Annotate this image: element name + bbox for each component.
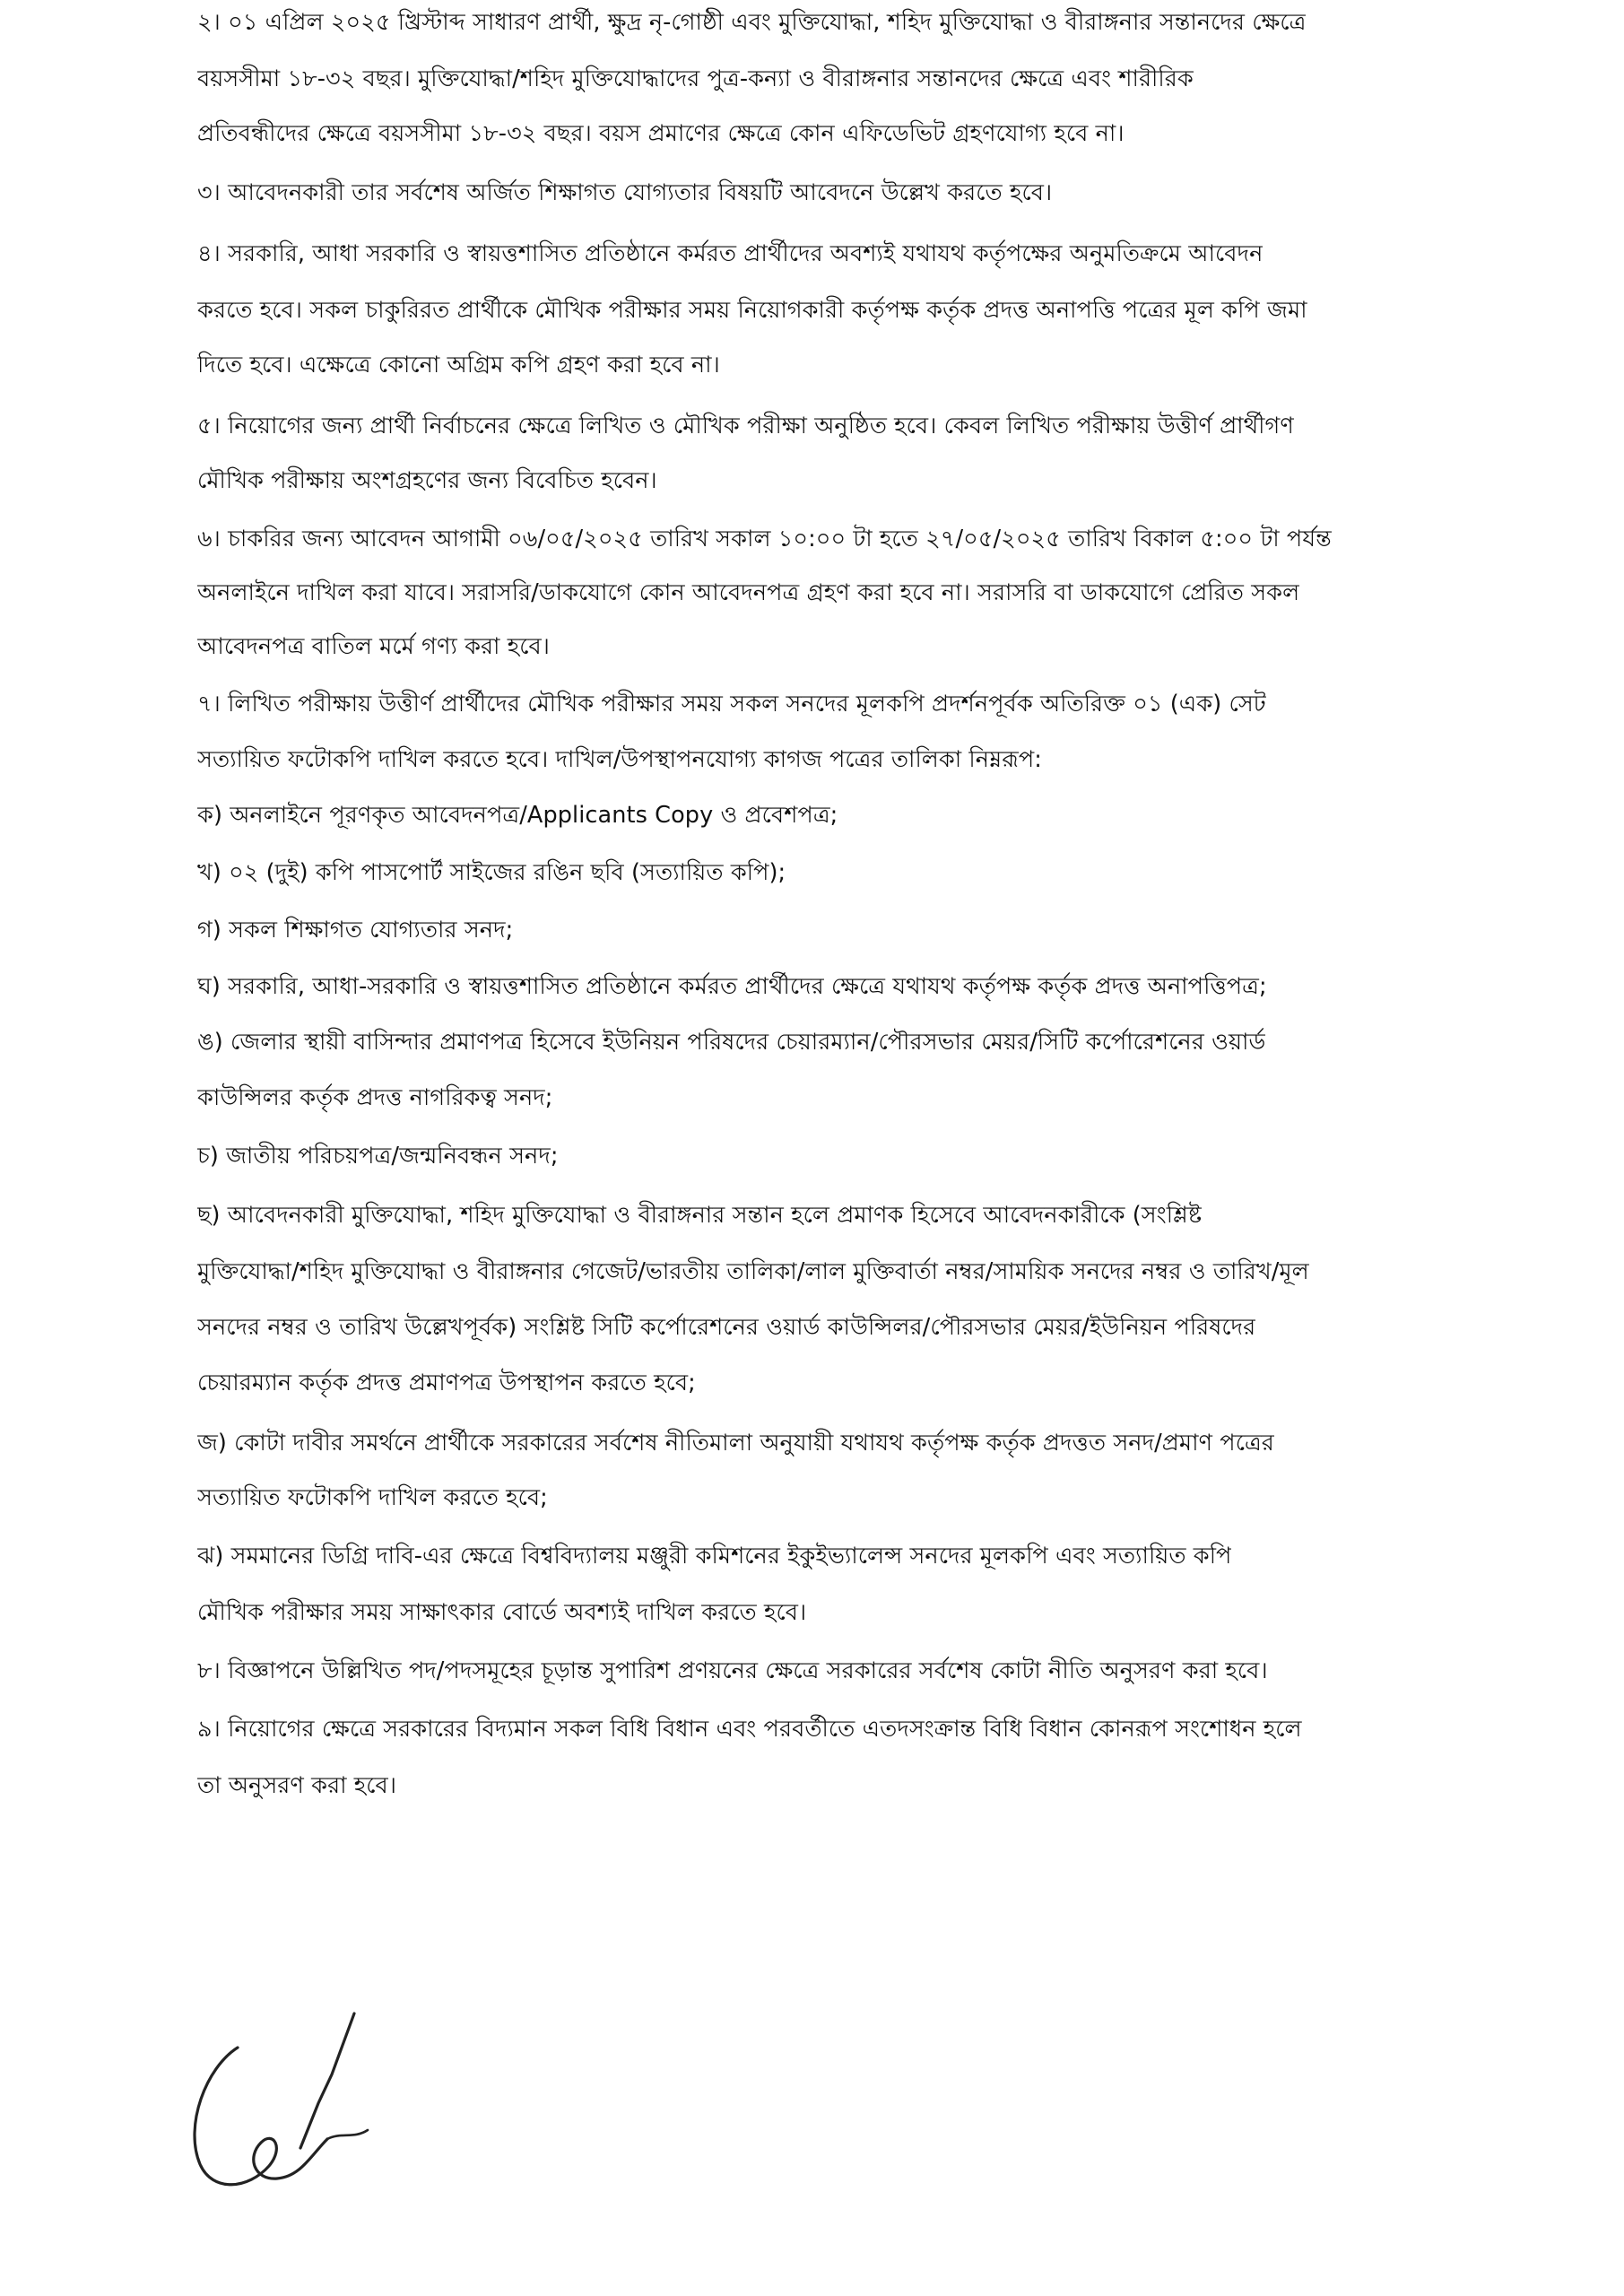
doc-line: মুক্তিযোদ্ধা/শহিদ মুক্তিযোদ্ধা ও বীরাঙ্গনার গেজেট/ভারতীয় তালিকা/লাল মুক্তিবার্তা নম্বর/সাময়িক সনদের নম্বর ও তারিখ/মূল	[197, 1258, 1309, 1285]
doc-line: সত্যায়িত ফটোকপি দাখিল করতে হবে;	[197, 1484, 548, 1511]
doc-line: ৮। বিজ্ঞাপনে উল্লিখিত পদ/পদসমূহের চূড়ান্ত সুপারিশ প্রণয়নের ক্ষেত্রে সরকারের সর্বশেষ কোটা নীতি অনুসরণ করা হবে।	[197, 1657, 1268, 1684]
doc-line: কাউন্সিলর কর্তৃক প্রদত্ত নাগরিকত্ব সনদ;	[197, 1084, 553, 1111]
doc-line: জ) কোটা দাবীর সমর্থনে প্রার্থীকে সরকারের সর্বশেষ নীতিমালা অনুযায়ী যথাযথ কর্তৃপক্ষ কর্তৃক প্রদত্তত সনদ/প্রমাণ পত্রের	[197, 1430, 1274, 1457]
doc-line: আবেদনপত্র বাতিল মর্মে গণ্য করা হবে।	[197, 633, 550, 660]
doc-line: ৯। নিয়োগের ক্ষেত্রে সরকারের বিদ্যমান সকল বিধি বিধান এবং পরবর্তীতে এতদসংক্রান্ত বিধি বিধান কোনরূপ সংশোধন হলে	[197, 1716, 1302, 1743]
doc-line: প্রতিবন্ধীদের ক্ষেত্রে বয়সসীমা ১৮-৩২ বছর। বয়স প্রমাণের ক্ষেত্রে কোন এফিডেভিট গ্রহণযোগ্য হবে না।	[197, 120, 1125, 147]
doc-line: ছ) আবেদনকারী মুক্তিযোদ্ধা, শহিদ মুক্তিযোদ্ধা ও বীরাঙ্গনার সন্তান হলে প্রমাণক হিসেবে আবেদনকারীকে (সংশ্লিষ্ট	[197, 1202, 1203, 1229]
doc-line: বয়সসীমা ১৮-৩২ বছর। মুক্তিযোদ্ধা/শহিদ মুক্তিযোদ্ধাদের পুত্র-কন্যা ও বীরাঙ্গনার সন্তানদের ক্ষেত্রে এবং শারীরিক	[197, 65, 1194, 92]
doc-line: সত্যায়িত ফটোকপি দাখিল করতে হবে। দাখিল/উপস্থাপনযোগ্য কাগজ পত্রের তালিকা নিম্নরূপ:	[197, 746, 1042, 773]
doc-line: ৬। চাকরির জন্য আবেদন আগামী ০৬/০৫/২০২৫ তারিখ সকাল ১০:০০ টা হতে ২৭/০৫/২০২৫ তারিখ বিকাল ৫:০০ টা পর্যন্ত	[197, 526, 1332, 552]
doc-line: সনদের নম্বর ও তারিখ উল্লেখপূর্বক) সংশ্লিষ্ট সিটি কর্পোরেশনের ওয়ার্ড কাউন্সিলর/পৌরসভার মেয়র/ইউনিয়ন পরিষদের	[197, 1314, 1256, 1341]
signature-mark	[184, 2005, 399, 2274]
doc-line: ৫। নিয়োগের জন্য প্রার্থী নির্বাচনের ক্ষেত্রে লিখিত ও মৌখিক পরীক্ষা অনুষ্ঠিত হবে। কেবল লিখিত পরীক্ষায় উত্তীর্ণ প্রার্থীগণ	[197, 413, 1294, 439]
doc-line: ঝ) সমমানের ডিগ্রি দাবি-এর ক্ষেত্রে বিশ্ববিদ্যালয় মঞ্জুরী কমিশনের ইকুইভ্যালেন্স সনদের মূলকপি এবং সত্যায়িত কপি	[197, 1543, 1232, 1570]
doc-line: তা অনুসরণ করা হবে।	[197, 1772, 397, 1799]
doc-line: খ) ০২ (দুই) কপি পাসপোর্ট সাইজের রঙিন ছবি (সত্যায়িত কপি);	[197, 859, 786, 886]
doc-line: দিতে হবে। এক্ষেত্রে কোনো অগ্রিম কপি গ্রহণ করা হবে না।	[197, 352, 720, 378]
doc-line: গ) সকল শিক্ষাগত যোগ্যতার সনদ;	[197, 917, 514, 944]
doc-line: মৌখিক পরীক্ষার সময় সাক্ষাৎকার বোর্ডে অবশ্যই দাখিল করতে হবে।	[197, 1599, 807, 1626]
doc-line: ২। ০১ এপ্রিল ২০২৫ খ্রিস্টাব্দ সাধারণ প্রার্থী, ক্ষুদ্র নৃ-গোষ্ঠী এবং মুক্তিযোদ্ধা, শহিদ মুক্তিযোদ্ধা ও বীরাঙ্গনার সন্তানদের ক্ষেত্রে	[197, 9, 1307, 36]
doc-line: ক) অনলাইনে পূরণকৃত আবেদনপত্র/Applicants Copy ও প্রবেশপত্র;	[197, 802, 838, 829]
doc-line: ৪। সরকারি, আধা সরকারি ও স্বায়ত্তশাসিত প্রতিষ্ঠানে কর্মরত প্রার্থীদের অবশ্যই যথাযথ কর্তৃপক্ষের অনুমতিক্রমে আবেদন	[197, 240, 1264, 267]
doc-line: চ) জাতীয় পরিচয়পত্র/জন্মনিবন্ধন সনদ;	[197, 1143, 559, 1170]
doc-line: ঘ) সরকারি, আধা-সরকারি ও স্বায়ত্তশাসিত প্রতিষ্ঠানে কর্মরত প্রার্থীদের ক্ষেত্রে যথাযথ কর্তৃপক্ষ কর্তৃক প্রদত্ত অনাপত্তিপত্র;	[197, 973, 1267, 1000]
doc-line: ৩। আবেদনকারী তার সর্বশেষ অর্জিত শিক্ষাগত যোগ্যতার বিষয়টি আবেদনে উল্লেখ করতে হবে।	[197, 179, 1053, 206]
doc-line: করতে হবে। সকল চাকুরিরত প্রার্থীকে মৌখিক পরীক্ষার সময় নিয়োগকারী কর্তৃপক্ষ কর্তৃক প্রদত্ত অনাপত্তি পত্রের মূল কপি জমা	[197, 297, 1307, 324]
doc-line: চেয়ারম্যান কর্তৃক প্রদত্ত প্রমাণপত্র উপস্থাপন করতে হবে;	[197, 1370, 696, 1396]
doc-line: অনলাইনে দাখিল করা যাবে। সরাসরি/ডাকযোগে কোন আবেদনপত্র গ্রহণ করা হবে না। সরাসরি বা ডাকযোগে প্রেরিত সকল	[197, 579, 1300, 606]
doc-line: ৭। লিখিত পরীক্ষায় উত্তীর্ণ প্রার্থীদের মৌখিক পরীক্ষার সময় সকল সনদের মূলকপি প্রদর্শনপূর্বক অতিরিক্ত ০১ (এক) সেট	[197, 691, 1266, 718]
doc-line: ঙ) জেলার স্থায়ী বাসিন্দার প্রমাণপত্র হিসেবে ইউনিয়ন পরিষদের চেয়ারম্যান/পৌরসভার মেয়র/সিটি কর্পোরেশনের ওয়ার্ড	[197, 1029, 1266, 1056]
doc-line: মৌখিক পরীক্ষায় অংশগ্রহণের জন্য বিবেচিত হবেন।	[197, 467, 657, 494]
